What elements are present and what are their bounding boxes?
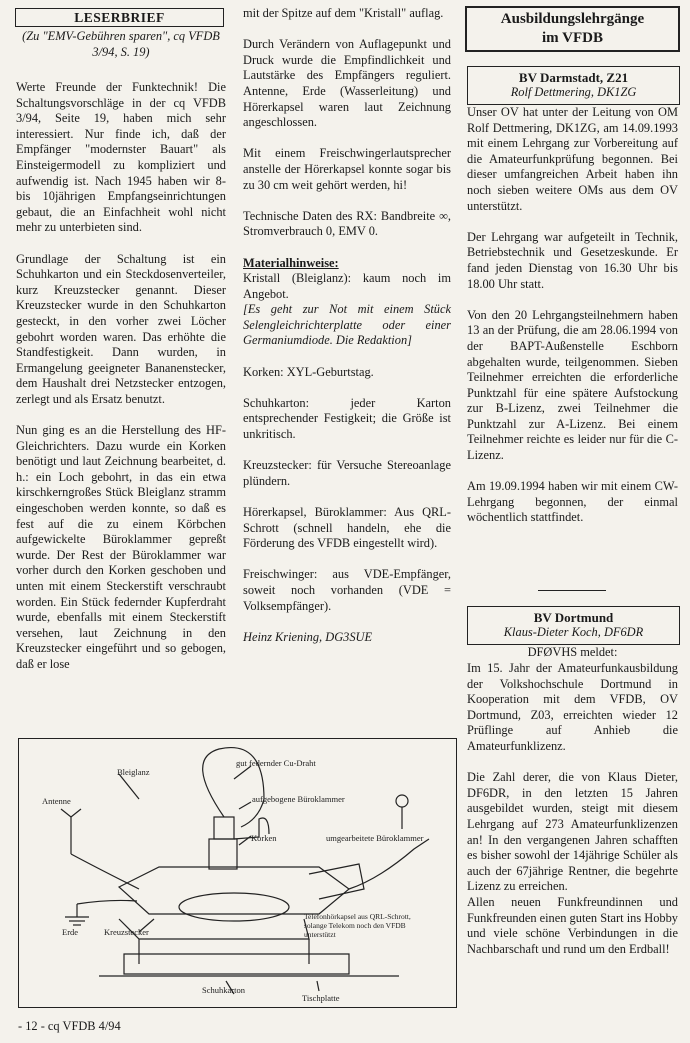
label-erde: Erde [62, 927, 79, 937]
materials-item: Freischwinger: aus VDE-Empfänger, soweit noch vorhanden (VDE = Volksempfänger). [243, 567, 451, 613]
letter-subtitle: (Zu "EMV-Gebühren sparen", cq VFDB 3/94, S. 19) [22, 29, 220, 59]
cork-shape [209, 839, 237, 869]
label-umgearbeitete: umgearbeitete Büroklammer [326, 833, 424, 843]
dortmund-person: Klaus-Dieter Koch, DF6DR [503, 625, 644, 639]
letter-paragraph: Technische Daten des RX: Bandbreite ∞, Stromverbrauch 0, EMV 0. [243, 208, 451, 239]
letter-paragraph: Nun ging es an die Herstellung des HF-Gleichrichters. Dazu wurde ein Korken benötigt und laut Zeichnung bearbeitet, d. h.: ein Loch gebohrt, in das ein etwa kirschkerngroßes Stück Bleiglanz stramm eingeschoben werden konnte, so daß es fest auf die zu einem Körbchen aufgewickelte Büroklammer gepreßt wurde. Der Rest der Büroklammer war vorher durch den Korken geschoben und unten mit einem Steckerstift verschraubt worden. Ein Stück federnder Kupferdraht wurde, ebenfalls mit einem Steckerstift versehen, laut Zeichnung in den Kreuzstecker eingeführt und so gebogen, daß er lose [16, 423, 226, 671]
dortmund-paragraph: Die Zahl derer, die von Klaus Dieter, DF6DR, in den letzten 15 Jahren ausgebildet wurden, steigt mit diesem Lehrgang auf 273 Amateurfunklizenzen an! In den vergangenen Jahren schafften es bisher sowohl der 14jährige Schüler als auch der 67jährige Rentner, die begehrte Lizenz zu erreichen. [467, 770, 678, 894]
label-telefon-1: Telefonhörkapsel aus QRL-Schrott, [304, 912, 411, 921]
label-arrow [317, 981, 319, 991]
sidebar-title-line-1: Ausbildungslehrgänge [500, 11, 645, 27]
ground-wire [77, 900, 137, 904]
label-telefon-2: solange Telekom noch den VFDB [304, 921, 406, 930]
darmstadt-text [467, 105, 678, 526]
crystal-receiver-drawing [18, 738, 457, 1008]
dortmund-title: BV Dortmund [533, 610, 614, 625]
dortmund-paragraph: Im 15. Jahr der Amateurfunkausbildung der Volkshochschule Dortmund in Kooperation mit dem VFDB, OV Dortmund, Z03, erreichten wieder 12 Prüflinge auf Anhieb die Amateurfunklizenz. [467, 661, 678, 753]
label-arrow [239, 836, 251, 845]
label-telefon-3: unterstützt [304, 930, 336, 939]
materials-item: Hörerkapsel, Büroklammer: Aus QRL-Schrott (schnell handeln, ehe die Förderung des VFDB eingestellt wird). [243, 505, 451, 551]
materials-item: Kristall (Bleiglanz): kaum noch im Angebot. [243, 271, 451, 301]
label-antenne: Antenne [42, 796, 71, 806]
crystal-shape [214, 817, 234, 839]
letter-paragraph: Grundlage der Schaltung ist ein Schuhkarton und ein Steckdosenverteiler, kurz Kreuzstecker genannt. Dieser Kreuzstecker wurde in den Schuhkarton gesteckt, in den vorher zwei Löcher gebohrt worden waren. Das erhöhte die Standfestigkeit. Dann wurden, in Ermangelung geeigneter Bananenstecker, dem Haushalt drei Netzstecker entzogen, zerlegt und als Ersatz benutzt. [16, 251, 226, 406]
darmstadt-header [467, 66, 680, 105]
darmstadt-paragraph: Von den 20 Lehrgangsteilnehmern haben 13 an der Prüfung, die am 28.06.1994 von der BAPT-Außenstelle Eschborn abgehalten wurde, teilgenommen. Sieben Teilnehmer erreichten die erforderliche Punktzahl für eine spätere Aufstockung zur B-Lizenz, zwei Teilnehmer die Punktzahl zur A-Lizenz. Bei einem Teilnehmer reichte es leider nur für die C-Lizenz. [467, 307, 678, 463]
sidebar-title-box [465, 6, 680, 52]
materials-item: Korken: XYL-Geburtstag. [243, 364, 374, 379]
page-footer: - 12 - cq VFDB 4/94 [18, 1019, 121, 1033]
label-schuhkarton: Schuhkarton [202, 985, 245, 995]
section-divider [538, 590, 606, 591]
materials-item: Kreuzstecker: für Versuche Stereoanlage plündern. [243, 458, 451, 488]
letter-paragraph: Mit einem Freischwingerlautsprecher anstelle der Hörerkapsel konnte sogar bis zu 30 cm weit gehört werden, hi! [243, 146, 451, 192]
label-tischplatte: Tischplatte [302, 993, 340, 1003]
materials-heading: Materialhinweise: [243, 255, 339, 270]
letter-title: LESERBRIEF [74, 10, 165, 25]
dortmund-text [467, 661, 678, 957]
darmstadt-title: BV Darmstadt, Z21 [518, 70, 629, 85]
antenna-symbol [61, 809, 81, 854]
label-arrow [119, 774, 139, 799]
letter-paragraph: Werte Freunde der Funktechnik! Die Schaltungsvorschläge in der cq VFDB 3/94, Seite 19, haben mich sehr interessiert. Nur finde ich, daß der Empfänger "modernster Bauart" als Einsteigermodell zu kompliziert und aufwendig ist. Nach 1945 haben wir 8- bis 10jährigen Empfangseinrichtungen gebaut, die an Einfachheit wohl nicht mehr zu unterbieten sind. [16, 80, 226, 235]
darmstadt-paragraph: Am 19.09.1994 haben wir mit einem CW-Lehrgang begonnen, der einmal wöchentlich stattfindet. [467, 479, 678, 525]
darmstadt-person: Rolf Dettmering, DK1ZG [510, 85, 637, 99]
label-bueroklammer: aufgebogene Büroklammer [252, 794, 345, 804]
letter-column-1 [16, 80, 226, 673]
antenna-wire [71, 854, 139, 889]
label-kreuzstecker: Kreuzstecker [104, 927, 149, 937]
dortmund-header [467, 606, 680, 645]
signature: Heinz Kriening, DG3SUE [243, 629, 373, 644]
darmstadt-paragraph: Unser OV hat unter der Leitung von OM Rolf Dettmering, DK1ZG, am 14.09.1993 mit einem Lehrgang zur Vorbereitung auf die Amateurfunkprüfung begonnen. Bei dieser umfangreichen Arbeit haben ihn noch sieben weitere OMs aus dem OV unterstützt. [467, 105, 678, 213]
letter-title-box [15, 8, 224, 27]
label-arrow [239, 802, 251, 809]
letter-paragraph: mit der Spitze auf dem "Kristall" auflag. [243, 6, 444, 20]
ground-symbol [65, 904, 89, 925]
sidebar-title-line-2: im VFDB [542, 30, 603, 46]
label-bleiglanz: Bleiglanz [117, 767, 150, 777]
dortmund-paragraph: Allen neuen Funkfreundinnen und Funkfreunden einen guten Start ins Hobby und viele schöne Verbindungen in die Nachbarschaft und rund um den Erdball! [467, 894, 678, 956]
label-korken: Korken [251, 833, 277, 843]
letter-column-2 [243, 6, 451, 661]
editor-note: [Es geht zur Not mit einem Stück Selengleichrichterplatte oder einer Germaniumdiode. Die Redaktion] [243, 302, 451, 348]
dortmund-reports: DFØVHS meldet: [527, 645, 618, 659]
label-cu-wire: gut federnder Cu-Draht [236, 758, 316, 768]
darmstadt-paragraph: Der Lehrgang war aufgeteilt in Technik, Betriebstechnik und Gesetzeskunde. Er fand jeden Dienstag von 16.30 Uhr bis 18.00 Uhr statt. [467, 229, 678, 291]
materials-item: Schuhkarton: jeder Karton entsprechender Festigkeit; die Größe ist unkritisch. [243, 395, 451, 442]
drawing-svg [19, 739, 456, 1007]
letter-paragraph: Durch Verändern von Auflagepunkt und Druck wurde die Empfindlichkeit und Lautstärke des Empfängers reguliert. Antenne, Erde (Wasserleitung) und Hörerkapsel waren laut Zeichnung angeschlossen. [243, 37, 451, 130]
